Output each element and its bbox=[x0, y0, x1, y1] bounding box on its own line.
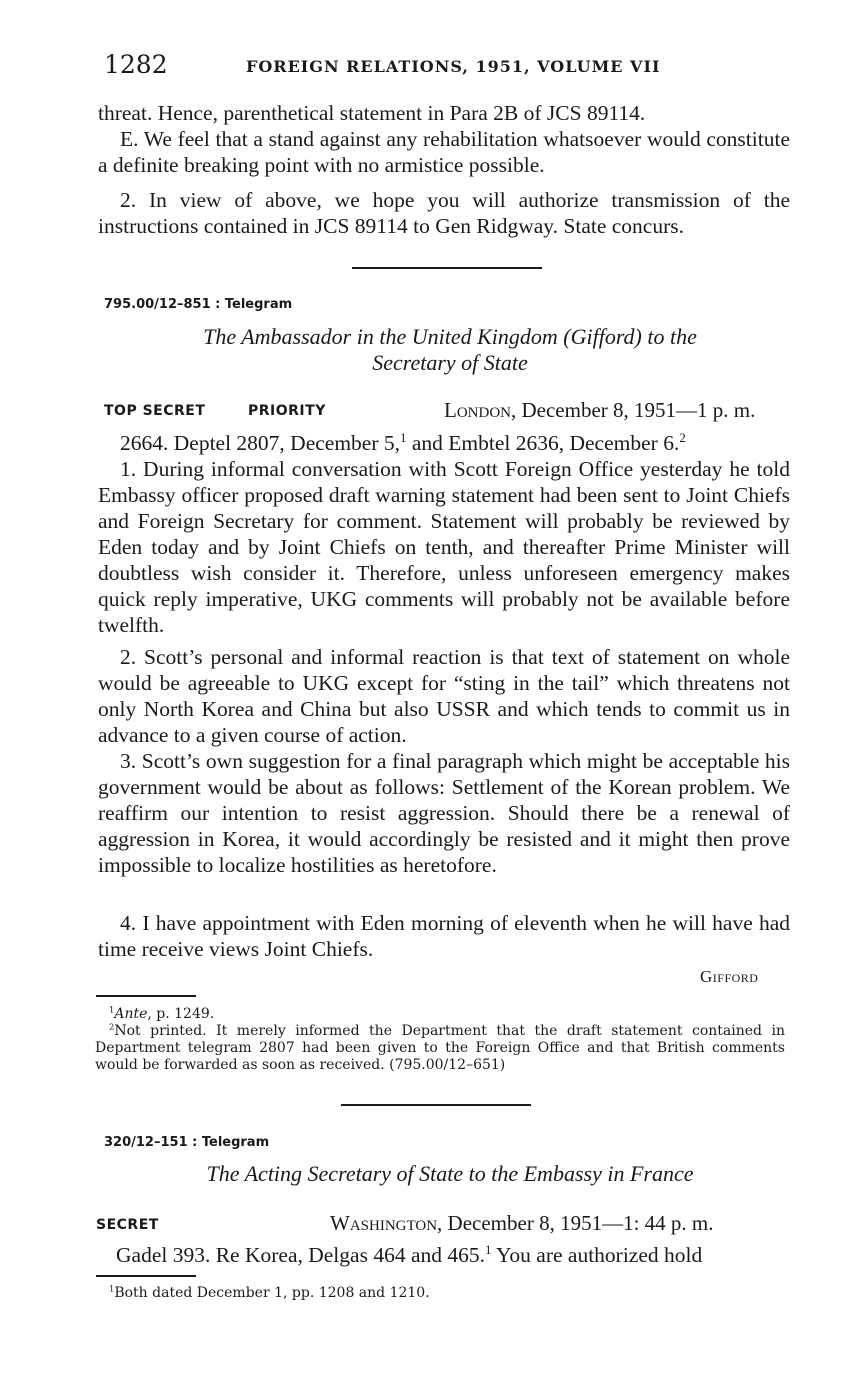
doc2-footnote-1 bbox=[95, 1285, 785, 1302]
doc1-opening-a: 2664. Deptel 2807, December 5, bbox=[120, 431, 401, 455]
footnote-number: 1 bbox=[109, 1283, 115, 1294]
doc2-classification: SECRET bbox=[96, 1217, 159, 1233]
doc1-classification: TOP SECRET bbox=[104, 403, 206, 419]
doc1-para-4: 4. I have appointment with Eden morning of eleventh when he will have had time receive views Joint Chiefs. bbox=[98, 911, 790, 961]
doc1-opening bbox=[98, 430, 790, 456]
doc1-para-2: 2. Scott’s personal and informal reaction is that text of statement on whole would be agreeable to UKG except for “sting in the tail” which threatens not only North Korea and China but also USSR and which tends to commit us in advance to a given course of action. bbox=[98, 645, 790, 747]
footnote-number: 1 bbox=[109, 1004, 115, 1015]
footnote-text: Not printed. It merely informed the Department that the draft statement contained in Department telegram 2807 had been given to the Foreign Office and that British comments would be forwarded as soon as received. (795.00/12–651) bbox=[95, 1023, 785, 1073]
doc1-place: London bbox=[444, 398, 511, 422]
continuation-line: threat. Hence, parenthetical statement in Para 2B of JCS 89114. bbox=[98, 101, 646, 125]
doc1-footnote-2 bbox=[95, 1023, 785, 1074]
doc1-file-ref: 795.00/12–851 : Telegram bbox=[104, 297, 293, 312]
footnote-text: , p. 1249. bbox=[147, 1006, 215, 1022]
section-divider bbox=[352, 267, 542, 269]
doc1-title-line2: Secretary of State bbox=[372, 350, 528, 375]
continuation-para-2: 2. In view of above, we hope you will authorize transmission of the instructions contained in JCS 89114 to Gen Ridgway. State concurs. bbox=[98, 188, 790, 238]
section-divider bbox=[341, 1104, 531, 1106]
footnote-ref: 1 bbox=[400, 430, 407, 445]
continuation-para-e: E. We feel that a stand against any rehabilitation whatsoever would constitute a definite breaking point with no armistice possible. bbox=[98, 127, 790, 177]
doc2-opening-b: You are authorized hold bbox=[491, 1243, 703, 1267]
doc1-title bbox=[100, 324, 800, 376]
doc2-dateline bbox=[330, 1211, 714, 1236]
footnote-italic: Ante bbox=[114, 1006, 148, 1022]
doc1-footnotes bbox=[95, 1006, 785, 1074]
doc2-place: Washington bbox=[330, 1211, 438, 1235]
footnote-text: Both dated December 1, pp. 1208 and 1210. bbox=[114, 1285, 430, 1301]
footnote-rule bbox=[96, 1275, 196, 1277]
doc1-para-1: 1. During informal conversation with Scott Foreign Office yesterday he told Embassy officer proposed draft warning statement had been sent to Joint Chiefs and Foreign Secretary for comment. Statement will probably be reviewed by Eden today and by Joint Chiefs on tenth, and thereafter Prime Minister will doubtless wish consider it. Therefore, unless unforeseen emergency makes quick reply imperative, UKG comments will probably not be available before twelfth. bbox=[98, 457, 790, 637]
footnote-rule bbox=[96, 995, 196, 997]
doc1-signature: Gifford bbox=[700, 967, 759, 986]
doc2-opening bbox=[94, 1242, 786, 1268]
running-title: FOREIGN RELATIONS, 1951, VOLUME VII bbox=[246, 57, 661, 76]
page-number: 1282 bbox=[104, 50, 168, 79]
doc1-para-3: 3. Scott’s own suggestion for a final paragraph which might be acceptable his government would be about as follows: Settlement of the Korean problem. We reaffirm our intention to resist aggression. Should there be a renewal of aggression in Korea, it would accordingly be resisted and it might then prove impossible to localize hostilities as heretofore. bbox=[98, 749, 790, 877]
doc2-title: The Acting Secretary of State to the Embassy in France bbox=[206, 1161, 694, 1186]
doc1-title-line1: The Ambassador in the United Kingdom (Gifford) to the bbox=[203, 324, 697, 349]
footnote-ref: 1 bbox=[485, 1242, 492, 1257]
doc2-date: , December 8, 1951—1: 44 p. m. bbox=[437, 1211, 714, 1235]
doc2-file-ref: 320/12–151 : Telegram bbox=[104, 1135, 270, 1150]
footnote-ref: 2 bbox=[679, 430, 686, 445]
doc1-dateline bbox=[444, 398, 755, 423]
doc1-footnote-1 bbox=[95, 1006, 785, 1023]
doc2-opening-a: Gadel 393. Re Korea, Delgas 464 and 465. bbox=[116, 1243, 485, 1267]
footnote-number: 2 bbox=[109, 1021, 115, 1032]
doc1-opening-b: and Embtel 2636, December 6. bbox=[406, 431, 680, 455]
doc2-footnotes bbox=[95, 1285, 785, 1302]
doc1-precedence: PRIORITY bbox=[248, 403, 326, 419]
doc1-date: , December 8, 1951—1 p. m. bbox=[511, 398, 756, 422]
